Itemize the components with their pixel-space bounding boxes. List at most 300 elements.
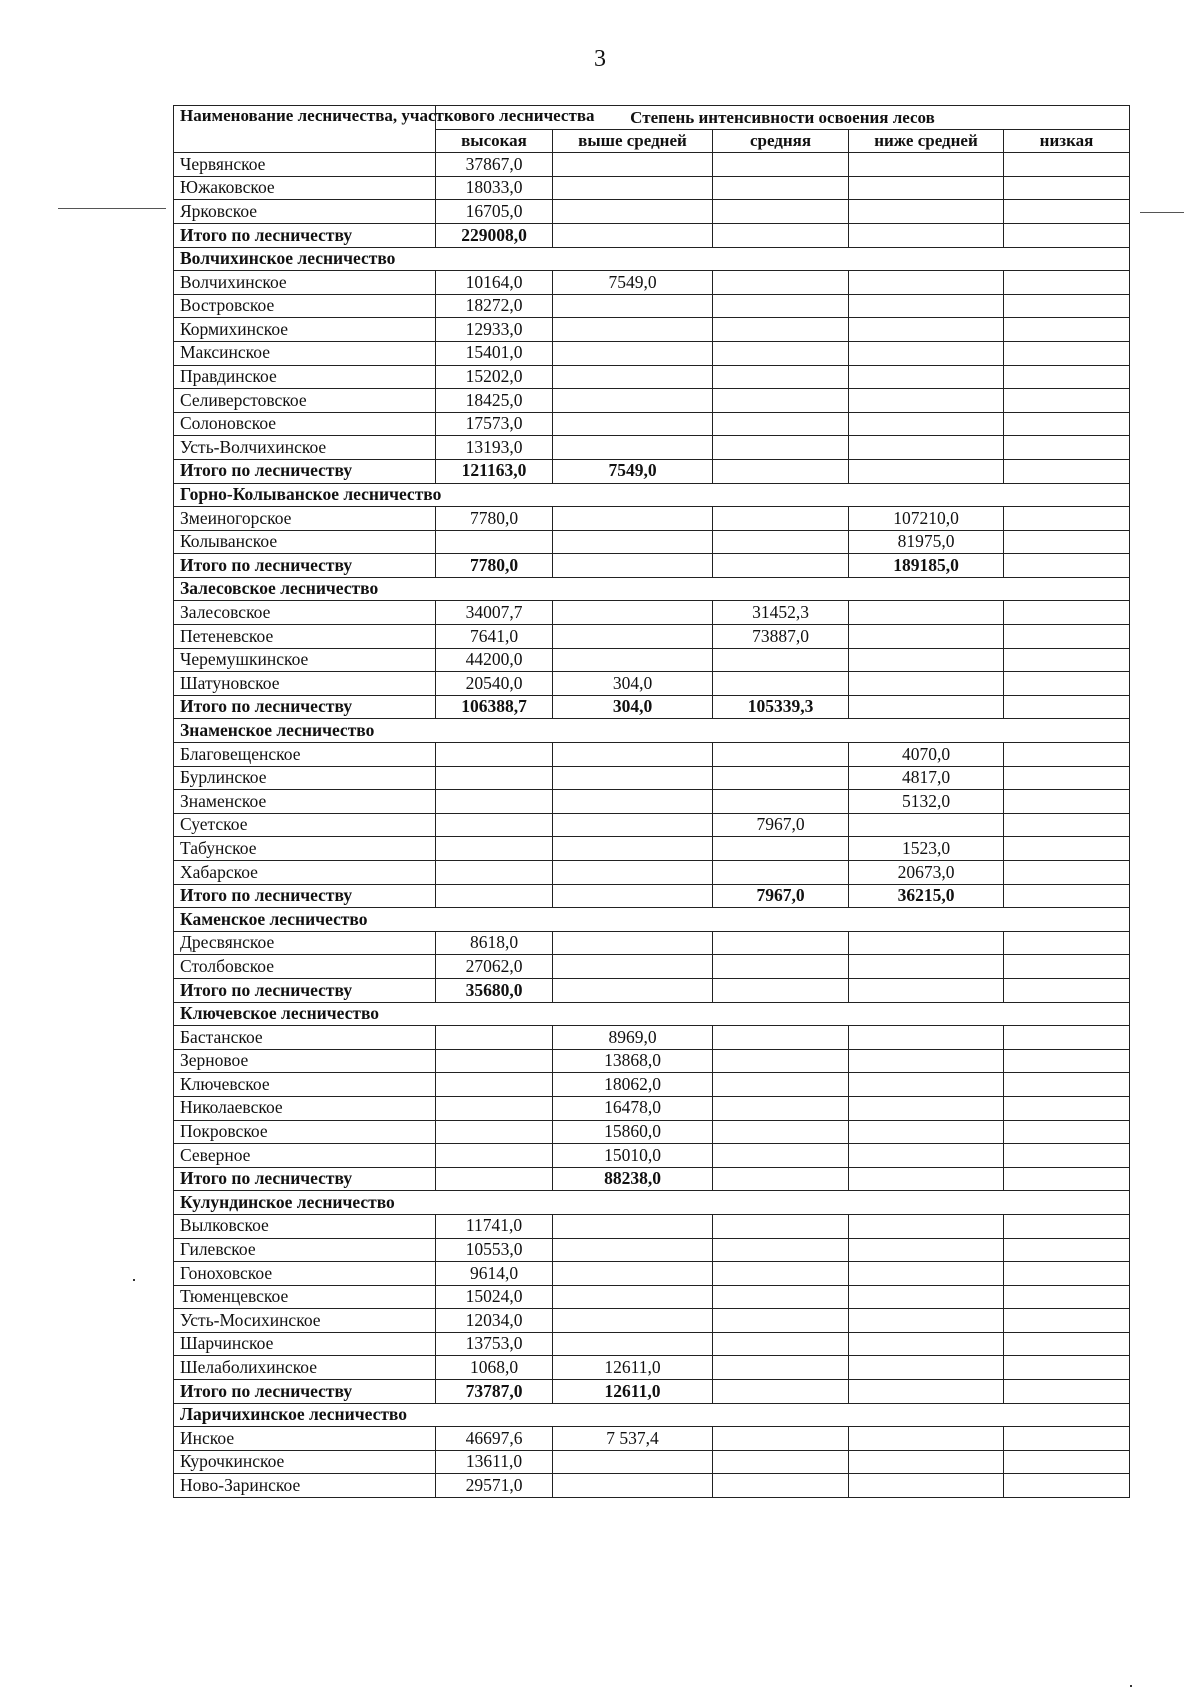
value-cell [553,341,713,365]
value-cell [1004,1049,1130,1073]
value-cell [1004,1144,1130,1168]
value-cell: 37867,0 [436,153,553,177]
value-cell [713,648,849,672]
value-cell [553,176,713,200]
table-row [174,176,1130,200]
value-cell [849,1285,1004,1309]
row-name-cell: Востровское [174,294,436,318]
value-cell [1004,1380,1130,1404]
table-row [174,1238,1130,1262]
value-cell [849,1262,1004,1286]
table-row [174,1474,1130,1498]
row-name-cell: Инское [174,1427,436,1451]
value-cell [849,1238,1004,1262]
row-name-cell: Усть-Мосихинское [174,1309,436,1333]
row-name-cell: Гоноховское [174,1262,436,1286]
table-row [174,1026,1130,1050]
value-cell [1004,223,1130,247]
value-cell [553,601,713,625]
table-row [174,389,1130,413]
value-cell [553,294,713,318]
table-row [174,955,1130,979]
value-cell [1004,341,1130,365]
value-cell: 1523,0 [849,837,1004,861]
value-cell: 15024,0 [436,1285,553,1309]
value-cell [553,507,713,531]
value-cell [849,1120,1004,1144]
row-name-cell: Покровское [174,1120,436,1144]
section-title: Кулундинское лесничество [174,1191,1130,1215]
value-cell [553,153,713,177]
value-cell [553,625,713,649]
table-row [174,931,1130,955]
value-cell [1004,1096,1130,1120]
section-title: Залесовское лесничество [174,577,1130,601]
value-cell [713,530,849,554]
section-row [174,1403,1130,1427]
value-cell [713,931,849,955]
table-row [174,861,1130,885]
value-cell [713,554,849,578]
value-cell [436,1073,553,1097]
value-cell [713,1427,849,1451]
value-cell: 7967,0 [713,884,849,908]
table-row [174,648,1130,672]
value-cell [849,459,1004,483]
value-cell [553,1332,713,1356]
value-cell [1004,271,1130,295]
value-cell [553,1285,713,1309]
value-cell: 15202,0 [436,365,553,389]
value-cell: 304,0 [553,672,713,696]
value-cell: 9614,0 [436,1262,553,1286]
value-cell [1004,1120,1130,1144]
value-cell [849,601,1004,625]
section-title: Ключевское лесничество [174,1002,1130,1026]
value-cell [849,1144,1004,1168]
value-cell [713,1144,849,1168]
value-cell [553,790,713,814]
table-row [174,1285,1130,1309]
total-row [174,554,1130,578]
table-row [174,1356,1130,1380]
value-cell [713,1167,849,1191]
value-cell [1004,672,1130,696]
value-cell [436,1096,553,1120]
value-cell [849,1096,1004,1120]
value-cell [553,861,713,885]
value-cell [436,1049,553,1073]
value-cell [713,955,849,979]
value-cell [713,389,849,413]
value-cell [849,931,1004,955]
row-name-cell: Зерновое [174,1049,436,1073]
value-cell: 7549,0 [553,271,713,295]
value-cell [849,648,1004,672]
value-cell: 36215,0 [849,884,1004,908]
value-cell [553,412,713,436]
value-cell: 73787,0 [436,1380,553,1404]
value-cell [1004,1238,1130,1262]
value-cell [713,1073,849,1097]
table-row [174,153,1130,177]
value-cell: 15010,0 [553,1144,713,1168]
row-name-cell: Табунское [174,837,436,861]
value-cell [553,743,713,767]
value-cell: 18062,0 [553,1073,713,1097]
value-cell: 13868,0 [553,1049,713,1073]
row-name-cell: Червянское [174,153,436,177]
value-cell [849,1450,1004,1474]
value-cell [1004,884,1130,908]
value-cell: 107210,0 [849,507,1004,531]
value-cell [849,1332,1004,1356]
value-cell [1004,978,1130,1002]
row-name-cell: Итого по лесничеству [174,554,436,578]
value-cell [553,1238,713,1262]
row-name-cell: Петеневское [174,625,436,649]
value-cell [849,223,1004,247]
value-cell [1004,294,1130,318]
total-row [174,884,1130,908]
value-cell: 29571,0 [436,1474,553,1498]
section-title: Горно-Колыванское лесничество [174,483,1130,507]
value-cell [1004,601,1130,625]
section-title: Волчихинское лесничество [174,247,1130,271]
value-cell [436,1167,553,1191]
value-cell [1004,365,1130,389]
value-cell [713,1120,849,1144]
value-cell: 7780,0 [436,554,553,578]
header-name-column: Наименование лесничества, участкового лесничества [174,106,436,153]
value-cell [553,978,713,1002]
value-cell [436,813,553,837]
value-cell [553,389,713,413]
value-cell [1004,813,1130,837]
header-level-above-average: выше средней [553,129,713,153]
value-cell [849,978,1004,1002]
row-name-cell: Итого по лесничеству [174,223,436,247]
section-row [174,719,1130,743]
table-row [174,1096,1130,1120]
row-name-cell: Николаевское [174,1096,436,1120]
value-cell [553,837,713,861]
value-cell [713,1450,849,1474]
table-row [174,1214,1130,1238]
value-cell [713,1026,849,1050]
row-name-cell: Кормихинское [174,318,436,342]
value-cell [849,153,1004,177]
row-name-cell: Итого по лесничеству [174,695,436,719]
table-row [174,813,1130,837]
row-name-cell: Суетское [174,813,436,837]
value-cell: 8618,0 [436,931,553,955]
row-name-cell: Селиверстовское [174,389,436,413]
value-cell: 106388,7 [436,695,553,719]
value-cell [553,1262,713,1286]
page-number: 3 [594,46,606,72]
row-name-cell: Курочкинское [174,1450,436,1474]
table-row [174,271,1130,295]
header-level-below-average: ниже средней [849,129,1004,153]
table-row [174,341,1130,365]
table-row [174,365,1130,389]
row-name-cell: Шатуновское [174,672,436,696]
section-title: Ларичихинское лесничество [174,1403,1130,1427]
table-row [174,625,1130,649]
header-level-low: низкая [1004,129,1130,153]
section-title: Знаменское лесничество [174,719,1130,743]
value-cell [553,223,713,247]
table-row [174,743,1130,767]
table-row [174,412,1130,436]
value-cell [713,341,849,365]
value-cell: 7780,0 [436,507,553,531]
value-cell [1004,436,1130,460]
table-row [174,507,1130,531]
value-cell [553,318,713,342]
value-cell: 13753,0 [436,1332,553,1356]
value-cell [553,955,713,979]
value-cell: 27062,0 [436,955,553,979]
value-cell: 11741,0 [436,1214,553,1238]
value-cell [1004,318,1130,342]
row-name-cell: Ярковское [174,200,436,224]
value-cell: 105339,3 [713,695,849,719]
row-name-cell: Максинское [174,341,436,365]
value-cell [849,1214,1004,1238]
value-cell [849,176,1004,200]
value-cell: 15860,0 [553,1120,713,1144]
value-cell [1004,554,1130,578]
value-cell [436,766,553,790]
value-cell: 4070,0 [849,743,1004,767]
value-cell [553,1214,713,1238]
value-cell: 17573,0 [436,412,553,436]
value-cell [1004,1026,1130,1050]
value-cell [849,412,1004,436]
row-name-cell: Столбовское [174,955,436,979]
row-name-cell: Шарчинское [174,1332,436,1356]
table-row [174,790,1130,814]
value-cell [1004,459,1130,483]
header-level-high: высокая [436,129,553,153]
value-cell [1004,1285,1130,1309]
row-name-cell: Итого по лесничеству [174,1167,436,1191]
value-cell [713,365,849,389]
section-row [174,483,1130,507]
value-cell [553,813,713,837]
value-cell: 15401,0 [436,341,553,365]
value-cell [1004,837,1130,861]
value-cell [713,294,849,318]
value-cell: 81975,0 [849,530,1004,554]
value-cell: 35680,0 [436,978,553,1002]
total-row [174,1380,1130,1404]
value-cell: 18425,0 [436,389,553,413]
value-cell [713,507,849,531]
value-cell [553,365,713,389]
value-cell [1004,153,1130,177]
table-row [174,1120,1130,1144]
table-row [174,436,1130,460]
value-cell [849,1049,1004,1073]
row-name-cell: Тюменцевское [174,1285,436,1309]
value-cell: 12933,0 [436,318,553,342]
value-cell [436,1120,553,1144]
row-name-cell: Итого по лесничеству [174,459,436,483]
row-name-cell: Правдинское [174,365,436,389]
row-name-cell: Шелаболихинское [174,1356,436,1380]
value-cell [713,223,849,247]
table-row [174,1450,1130,1474]
total-row [174,978,1130,1002]
value-cell [849,271,1004,295]
value-cell [713,459,849,483]
value-cell [436,743,553,767]
section-row [174,1191,1130,1215]
value-cell: 20673,0 [849,861,1004,885]
row-name-cell: Залесовское [174,601,436,625]
value-cell: 121163,0 [436,459,553,483]
row-name-cell: Черемушкинское [174,648,436,672]
row-name-cell: Гилевское [174,1238,436,1262]
value-cell [713,1049,849,1073]
header-group-title: Степень интенсивности освоения лесов [436,106,1130,130]
value-cell [553,530,713,554]
value-cell [713,1262,849,1286]
row-name-cell: Усть-Волчихинское [174,436,436,460]
value-cell: 229008,0 [436,223,553,247]
value-cell [849,955,1004,979]
section-row [174,247,1130,271]
value-cell [713,1214,849,1238]
value-cell: 34007,7 [436,601,553,625]
value-cell [713,1474,849,1498]
value-cell [1004,931,1130,955]
table-row [174,601,1130,625]
value-cell [1004,861,1130,885]
row-name-cell: Змеиногорское [174,507,436,531]
scan-artifact-line-left [58,208,166,209]
value-cell [553,884,713,908]
row-name-cell: Итого по лесничеству [174,978,436,1002]
value-cell [1004,200,1130,224]
row-name-cell: Волчихинское [174,271,436,295]
value-cell: 44200,0 [436,648,553,672]
table-row [174,1332,1130,1356]
value-cell: 189185,0 [849,554,1004,578]
table-row [174,672,1130,696]
row-name-cell: Южаковское [174,176,436,200]
table-row [174,200,1130,224]
row-name-cell: Вылковское [174,1214,436,1238]
value-cell [1004,530,1130,554]
value-cell: 10553,0 [436,1238,553,1262]
value-cell: 20540,0 [436,672,553,696]
value-cell: 31452,3 [713,601,849,625]
value-cell [713,176,849,200]
value-cell [713,1309,849,1333]
value-cell [1004,766,1130,790]
section-row [174,1002,1130,1026]
table-body [174,153,1130,1498]
value-cell [1004,176,1130,200]
value-cell [849,200,1004,224]
value-cell [1004,1214,1130,1238]
section-title: Каменское лесничество [174,908,1130,932]
value-cell [713,978,849,1002]
value-cell [436,1026,553,1050]
table-row [174,837,1130,861]
row-name-cell: Итого по лесничеству [174,1380,436,1404]
scan-artifact-dot [1130,1685,1132,1687]
row-name-cell: Дресвянское [174,931,436,955]
row-name-cell: Бастанское [174,1026,436,1050]
value-cell [1004,1332,1130,1356]
value-cell: 12034,0 [436,1309,553,1333]
value-cell [713,200,849,224]
value-cell [1004,790,1130,814]
table-row [174,1049,1130,1073]
value-cell [849,1026,1004,1050]
value-cell [849,318,1004,342]
row-name-cell: Солоновское [174,412,436,436]
value-cell [1004,507,1130,531]
value-cell [553,200,713,224]
value-cell [553,766,713,790]
row-name-cell: Хабарское [174,861,436,885]
scan-artifact-line-right [1140,212,1184,213]
value-cell [1004,1167,1130,1191]
value-cell [436,837,553,861]
value-cell [1004,1450,1130,1474]
value-cell [713,837,849,861]
value-cell [1004,695,1130,719]
value-cell [713,318,849,342]
value-cell [1004,648,1130,672]
value-cell [849,1356,1004,1380]
value-cell [713,1380,849,1404]
value-cell [1004,1427,1130,1451]
value-cell [553,931,713,955]
value-cell: 73887,0 [713,625,849,649]
value-cell: 8969,0 [553,1026,713,1050]
value-cell [713,672,849,696]
section-row [174,908,1130,932]
value-cell [713,412,849,436]
value-cell: 4817,0 [849,766,1004,790]
total-row [174,1167,1130,1191]
scan-artifact-dot [133,1279,135,1281]
total-row [174,459,1130,483]
value-cell: 16705,0 [436,200,553,224]
value-cell [849,1167,1004,1191]
value-cell [436,1144,553,1168]
table-row [174,1144,1130,1168]
value-cell: 12611,0 [553,1356,713,1380]
value-cell [849,1380,1004,1404]
value-cell [553,554,713,578]
row-name-cell: Северное [174,1144,436,1168]
value-cell [1004,1309,1130,1333]
value-cell [436,530,553,554]
row-name-cell: Ключевское [174,1073,436,1097]
total-row [174,223,1130,247]
value-cell [553,1474,713,1498]
value-cell [713,436,849,460]
value-cell [436,884,553,908]
